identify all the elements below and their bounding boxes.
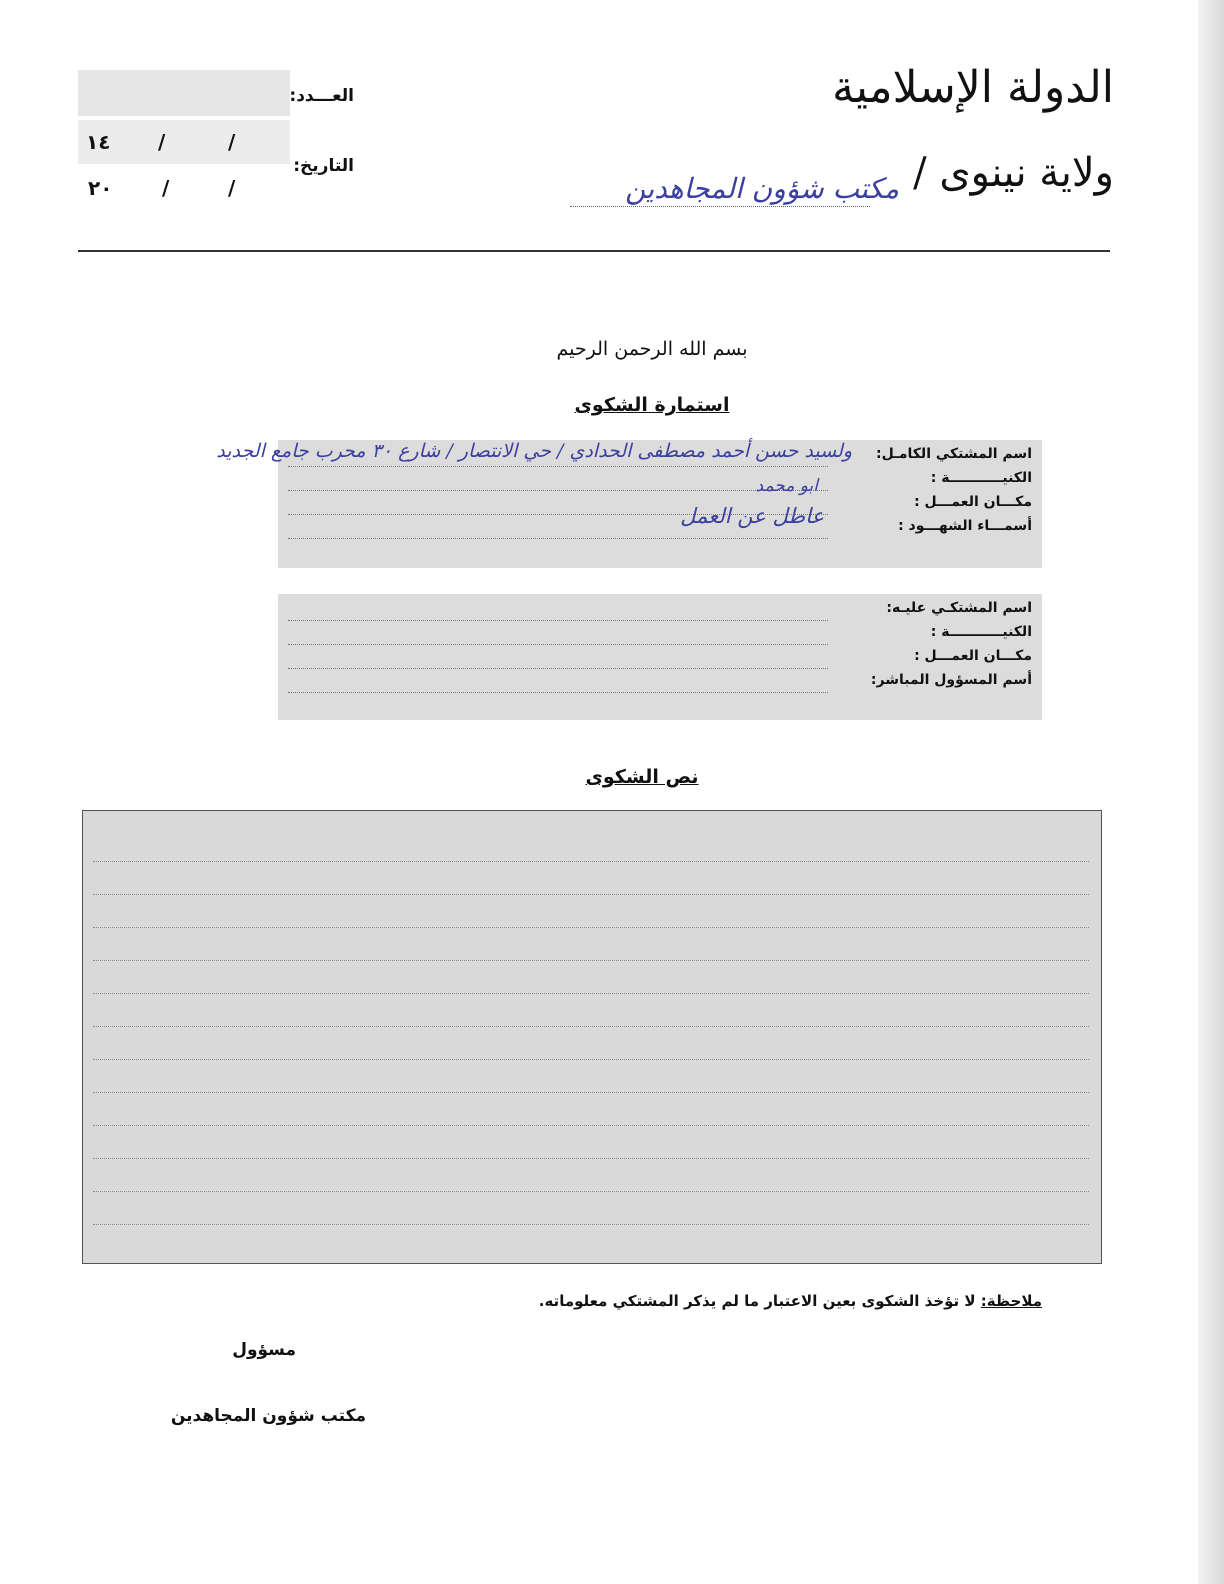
note-text: لا تؤخذ الشكوى بعين الاعتبار ما لم يذكر المشتكي معلوماته.: [538, 1292, 976, 1310]
office-dotted-line: [570, 206, 870, 207]
respondent-name-label: اسم المشتكـي عليـه:: [886, 600, 1032, 616]
complaint-text-title: نص الشكوى: [585, 766, 699, 788]
complaint-line: [93, 1158, 1089, 1159]
complaint-line: [93, 1191, 1089, 1192]
complaint-line: [93, 1125, 1089, 1126]
complainant-witnesses-row[interactable]: [280, 518, 1042, 540]
scan-edge: [1198, 0, 1224, 1584]
complaint-text-area[interactable]: [82, 810, 1102, 1264]
complaint-line: [93, 861, 1089, 862]
complainant-kunya-row[interactable]: [280, 470, 1042, 492]
complaint-line: [93, 927, 1089, 928]
complaint-line: [93, 1059, 1089, 1060]
complainant-work-row[interactable]: [280, 494, 1042, 516]
complaint-line: [93, 894, 1089, 895]
complainant-kunya-line: [288, 490, 828, 491]
complainant-kunya-label: الكنيـــــــــــة :: [930, 470, 1032, 486]
number-label: العـــدد:: [289, 86, 354, 106]
complaint-line: [93, 1224, 1089, 1225]
complaint-line: [93, 993, 1089, 994]
office-handwritten: مكتب شؤون المجاهدين: [625, 172, 899, 205]
respondent-work-label: مكـــان العمـــل :: [914, 648, 1032, 664]
signature-title: مسؤول: [232, 1340, 296, 1360]
signature-office: مكتب شؤون المجاهدين: [170, 1406, 366, 1426]
reference-number-box[interactable]: [78, 70, 290, 116]
complainant-name-value: ولسيد حسن أحمد مصطفى الحدادي / حي الانتصار / شارع ٣٠ محرب جامع الجديد: [216, 440, 852, 462]
complaint-line: [93, 960, 1089, 961]
respondent-work-line: [288, 668, 828, 669]
respondent-manager-row[interactable]: [280, 672, 1042, 694]
complainant-kunya-value: ابو محمد: [755, 476, 818, 496]
complainant-witnesses-label: أسمـــاء الشهـــود :: [898, 518, 1032, 534]
respondent-name-line: [288, 620, 828, 621]
state-title: الدولة الإسلامية: [832, 62, 1114, 113]
hijri-sep-1: /: [158, 130, 166, 154]
respondent-kunya-label: الكنيـــــــــــة :: [930, 624, 1032, 640]
complainant-name-line: [288, 466, 828, 467]
complaint-line: [93, 1092, 1089, 1093]
form-title: استمارة الشكوى: [574, 394, 730, 416]
complainant-work-label: مكـــان العمـــل :: [914, 494, 1032, 510]
hijri-year-suffix: ١٤: [86, 130, 111, 154]
respondent-name-row[interactable]: [280, 600, 1042, 622]
respondent-work-row[interactable]: [280, 648, 1042, 670]
date-label: التاريخ:: [293, 156, 354, 176]
greg-sep-2: /: [228, 176, 236, 200]
complaint-line: [93, 1026, 1089, 1027]
greg-year-prefix: ٢٠: [88, 176, 113, 200]
respondent-kunya-line: [288, 644, 828, 645]
header-divider: [78, 250, 1110, 252]
respondent-manager-line: [288, 692, 828, 693]
note: [539, 1292, 1042, 1310]
province-title: ولاية نينوى /: [913, 150, 1114, 196]
respondent-kunya-row[interactable]: [280, 624, 1042, 646]
respondent-manager-label: أسم المسؤول المباشر:: [870, 672, 1032, 688]
hijri-sep-2: /: [228, 130, 236, 154]
complainant-name-label: اسم المشتكي الكامـل:: [875, 446, 1032, 462]
greg-sep-1: /: [162, 176, 170, 200]
complainant-work-value: عاطل عن العمل: [680, 504, 824, 528]
complainant-witnesses-line: [288, 538, 828, 539]
basmala: بسم الله الرحمن الرحيم: [556, 338, 748, 360]
note-label: ملاحظة:: [980, 1292, 1042, 1310]
